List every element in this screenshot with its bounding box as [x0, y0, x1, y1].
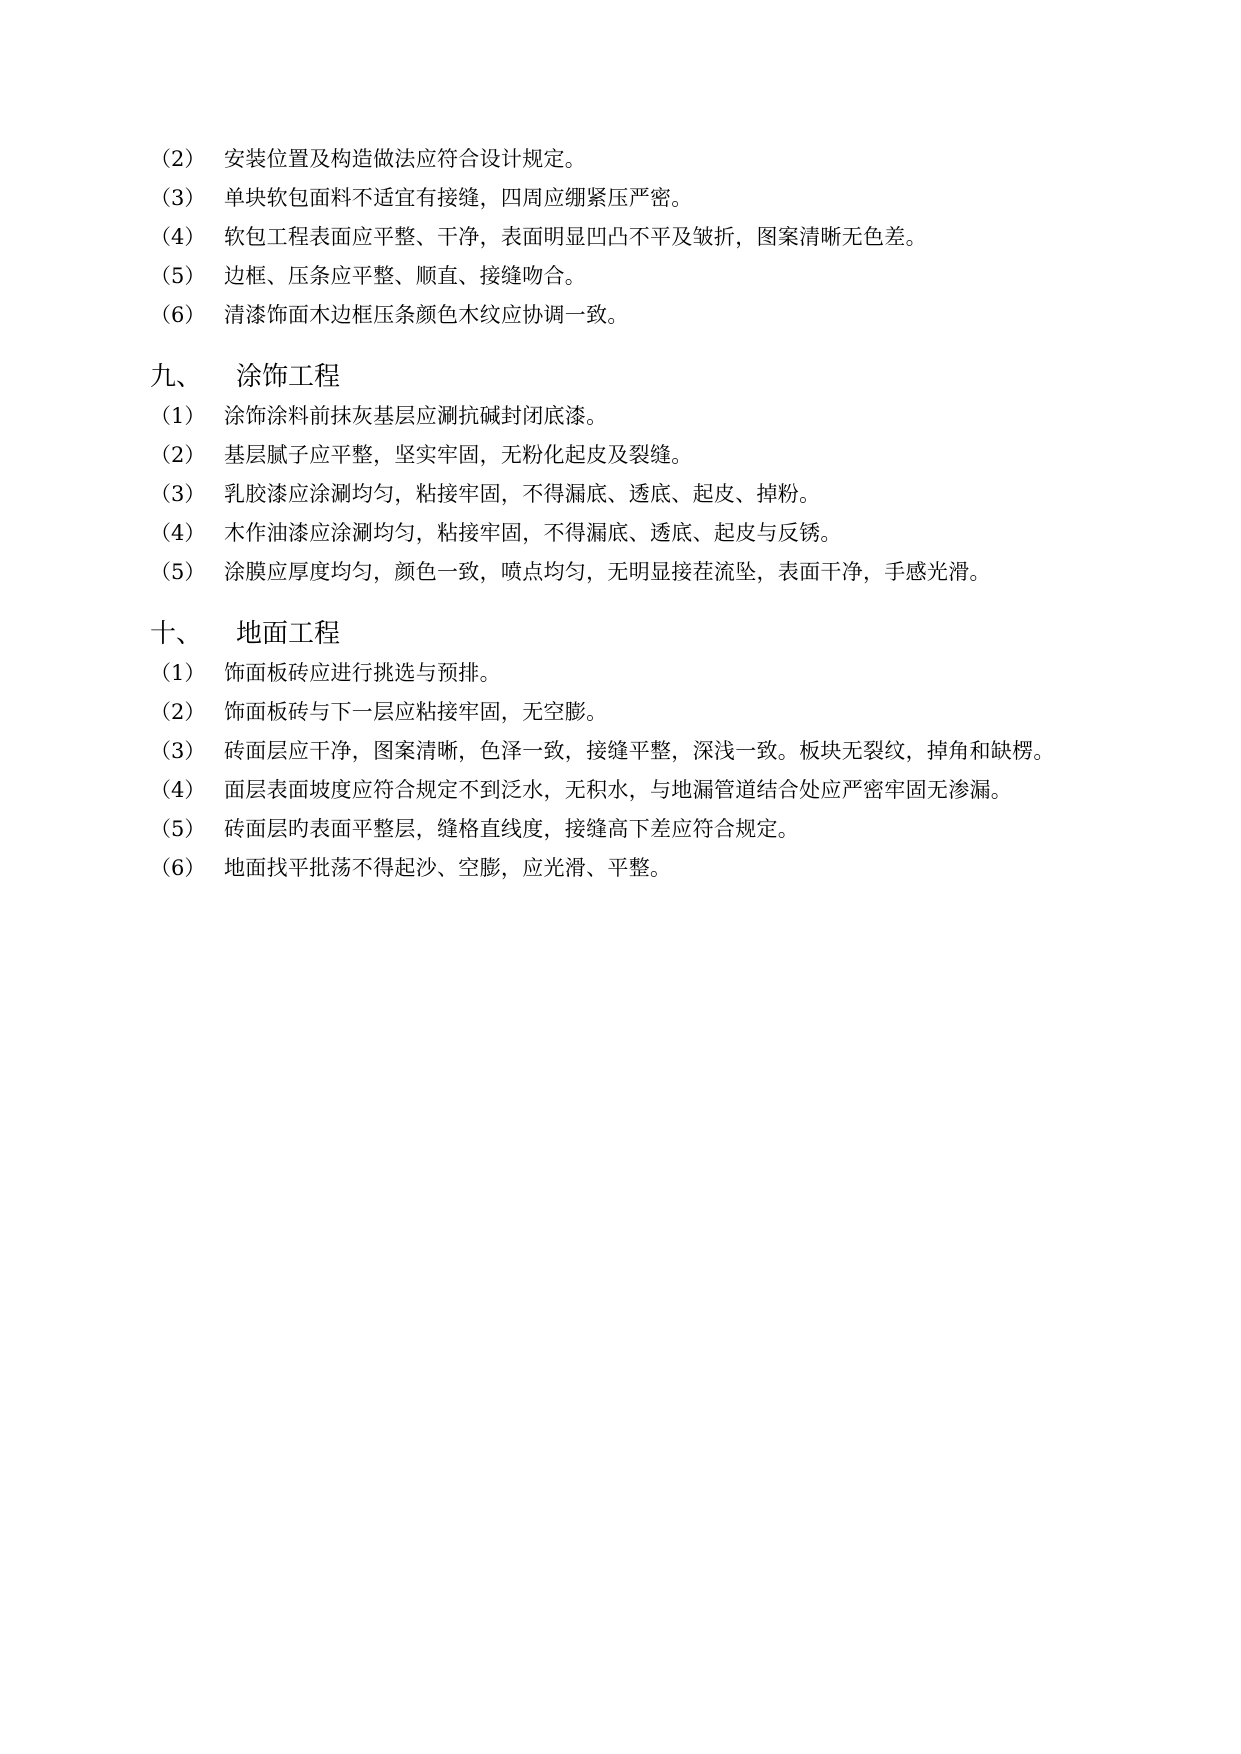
item-text: 砖面层旳表面平整层，缝格直线度，接缝高下差应符合规定。	[224, 817, 800, 841]
item-text: 安装位置及构造做法应符合设计规定。	[224, 147, 587, 171]
section-number: 九、	[150, 362, 203, 392]
item-text: 清漆饰面木边框压条颜色木纹应协调一致。	[224, 303, 629, 327]
list-item	[150, 296, 1100, 335]
item-text: 软包工程表面应平整、干净，表面明显凹凸不平及皱折，图案清晰无色差。	[224, 225, 927, 249]
list-item	[150, 436, 1100, 475]
list-item	[150, 732, 1100, 771]
item-text: 木作油漆应涂涮均匀，粘接牢固，不得漏底、透底、起皮与反锈。	[224, 521, 842, 545]
item-number: （4）	[150, 521, 206, 545]
section-number: 十、	[150, 619, 203, 649]
item-text: 乳胶漆应涂涮均匀，粘接牢固，不得漏底、透底、起皮、掉粉。	[224, 482, 821, 506]
list-item	[150, 475, 1100, 514]
section-coating-works	[150, 357, 1100, 592]
item-number: （4）	[150, 225, 206, 249]
item-number: （3）	[150, 739, 206, 763]
item-text: 地面找平批荡不得起沙、空膨，应光滑、平整。	[224, 856, 672, 880]
item-number: （6）	[150, 856, 206, 880]
item-number: （5）	[150, 817, 206, 841]
list-item	[150, 179, 1100, 218]
list-item	[150, 849, 1100, 888]
item-number: （1）	[150, 661, 206, 685]
list-item	[150, 654, 1100, 693]
item-text: 边框、压条应平整、顺直、接缝吻合。	[224, 264, 587, 288]
section-floor-works	[150, 614, 1100, 888]
item-text: 单块软包面料不适宜有接缝，四周应绷紧压严密。	[224, 186, 693, 210]
item-text: 面层表面坡度应符合规定不到泛水，无积水，与地漏管道结合处应严密牢固无渗漏。	[224, 778, 1013, 802]
item-number: （1）	[150, 404, 206, 428]
list-item	[150, 553, 1100, 592]
item-number: （5）	[150, 560, 206, 584]
list-item	[150, 257, 1100, 296]
list-item	[150, 140, 1100, 179]
section-title: 地面工程	[236, 619, 341, 649]
item-text: 砖面层应干净，图案清晰，色泽一致，接缝平整，深浅一致。板块无裂纹，掉角和缺楞。	[224, 739, 1055, 763]
item-number: （2）	[150, 443, 206, 467]
list-item	[150, 514, 1100, 553]
item-text: 饰面板砖应进行挑选与预排。	[224, 661, 501, 685]
section-heading	[150, 614, 1100, 654]
list-item	[150, 810, 1100, 849]
item-number: （3）	[150, 186, 206, 210]
item-number: （2）	[150, 147, 206, 171]
item-text: 基层腻子应平整，坚实牢固，无粉化起皮及裂缝。	[224, 443, 693, 467]
item-number: （4）	[150, 778, 206, 802]
list-item	[150, 693, 1100, 732]
item-number: （2）	[150, 700, 206, 724]
item-number: （5）	[150, 264, 206, 288]
list-item	[150, 218, 1100, 257]
item-text: 涂膜应厚度均匀，颜色一致，喷点均匀，无明显接茬流坠，表面干净，手感光滑。	[224, 560, 991, 584]
item-number: （3）	[150, 482, 206, 506]
list-item	[150, 397, 1100, 436]
section-title: 涂饰工程	[236, 362, 341, 392]
item-number: （6）	[150, 303, 206, 327]
softpack-continuation-list	[150, 140, 1100, 335]
section-spacer	[150, 335, 1100, 357]
item-text: 饰面板砖与下一层应粘接牢固，无空膨。	[224, 700, 608, 724]
section-spacer	[150, 592, 1100, 614]
list-item	[150, 771, 1100, 810]
document-body	[150, 140, 1100, 888]
section-heading	[150, 357, 1100, 397]
item-text: 涂饰涂料前抹灰基层应涮抗碱封闭底漆。	[224, 404, 608, 428]
